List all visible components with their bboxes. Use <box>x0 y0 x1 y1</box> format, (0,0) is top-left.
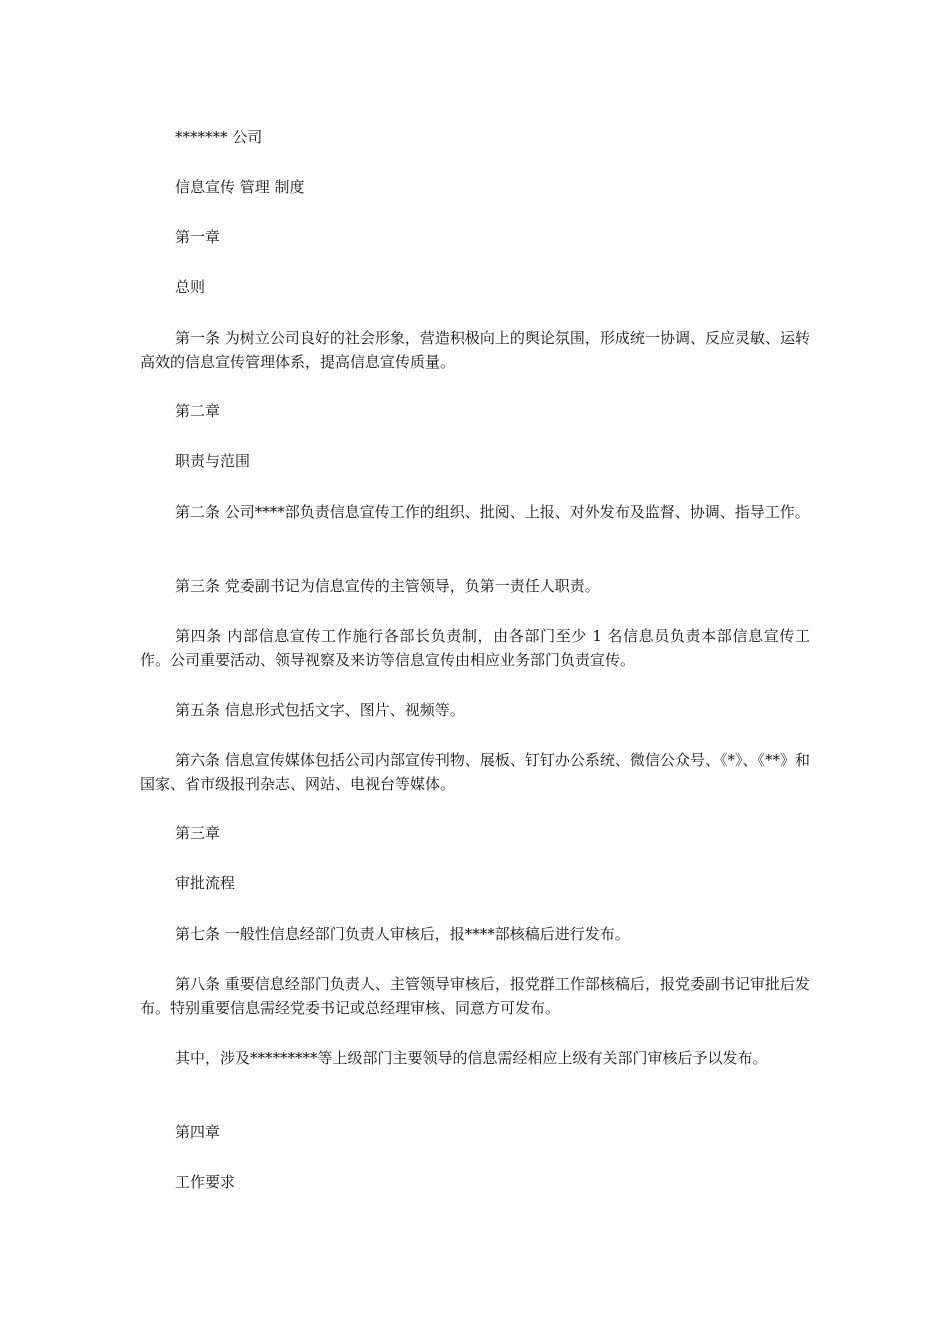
chapter-4-name: 工作要求 <box>175 1173 236 1191</box>
chapter-4-heading: 第四章 <box>175 1123 221 1141</box>
article-2: 第二条 公司****部负责信息宣传工作的组织、批阅、上报、对外发布及监督、协调、指导工作。 <box>175 503 810 521</box>
document-title: 信息宣传 管理 制度 <box>175 178 305 196</box>
article-7: 第七条 一般性信息经部门负责人审核后，报****部核稿后进行发布。 <box>175 925 630 943</box>
article-3: 第三条 党委副书记为信息宣传的主管领导，负第一责任人职责。 <box>175 577 600 595</box>
chapter-3-heading: 第三章 <box>175 824 221 842</box>
chapter-1-heading: 第一章 <box>175 228 221 246</box>
chapter-2-name: 职责与范围 <box>175 452 251 470</box>
company-name: ******* 公司 <box>175 128 263 146</box>
article-8: 第八条 重要信息经部门负责人、主管领导审核后，报党群工作部核稿后，报党委副书记审批后发布。特别重要信息需经党委书记或总经理审核、同意方可发布。 <box>140 975 810 1017</box>
article-4: 第四条 内部信息宣传工作施行各部长负责制，由各部门至少 1 名信息员负责本部信息宣传工作。公司重要活动、领导视察及来访等信息宣传由相应业务部门负责宣传。 <box>140 627 810 669</box>
article-1: 第一条 为树立公司良好的社会形象，营造积极向上的舆论氛围，形成统一协调、反应灵敏、运转高效的信息宣传管理体系，提高信息宣传质量。 <box>140 329 810 371</box>
article-6: 第六条 信息宣传媒体包括公司内部宣传刊物、展板、钉钉办公系统、微信公众号、《*》、《**》和国家、省市级报刊杂志、网站、电视台等媒体。 <box>140 751 810 793</box>
chapter-3-name: 审批流程 <box>175 874 236 892</box>
chapter-1-name: 总则 <box>175 278 206 296</box>
article-8-note: 其中，涉及*********等上级部门主要领导的信息需经相应上级有关部门审核后予以发布。 <box>175 1049 768 1067</box>
chapter-2-heading: 第二章 <box>175 402 221 420</box>
article-5: 第五条 信息形式包括文字、图片、视频等。 <box>175 701 465 719</box>
